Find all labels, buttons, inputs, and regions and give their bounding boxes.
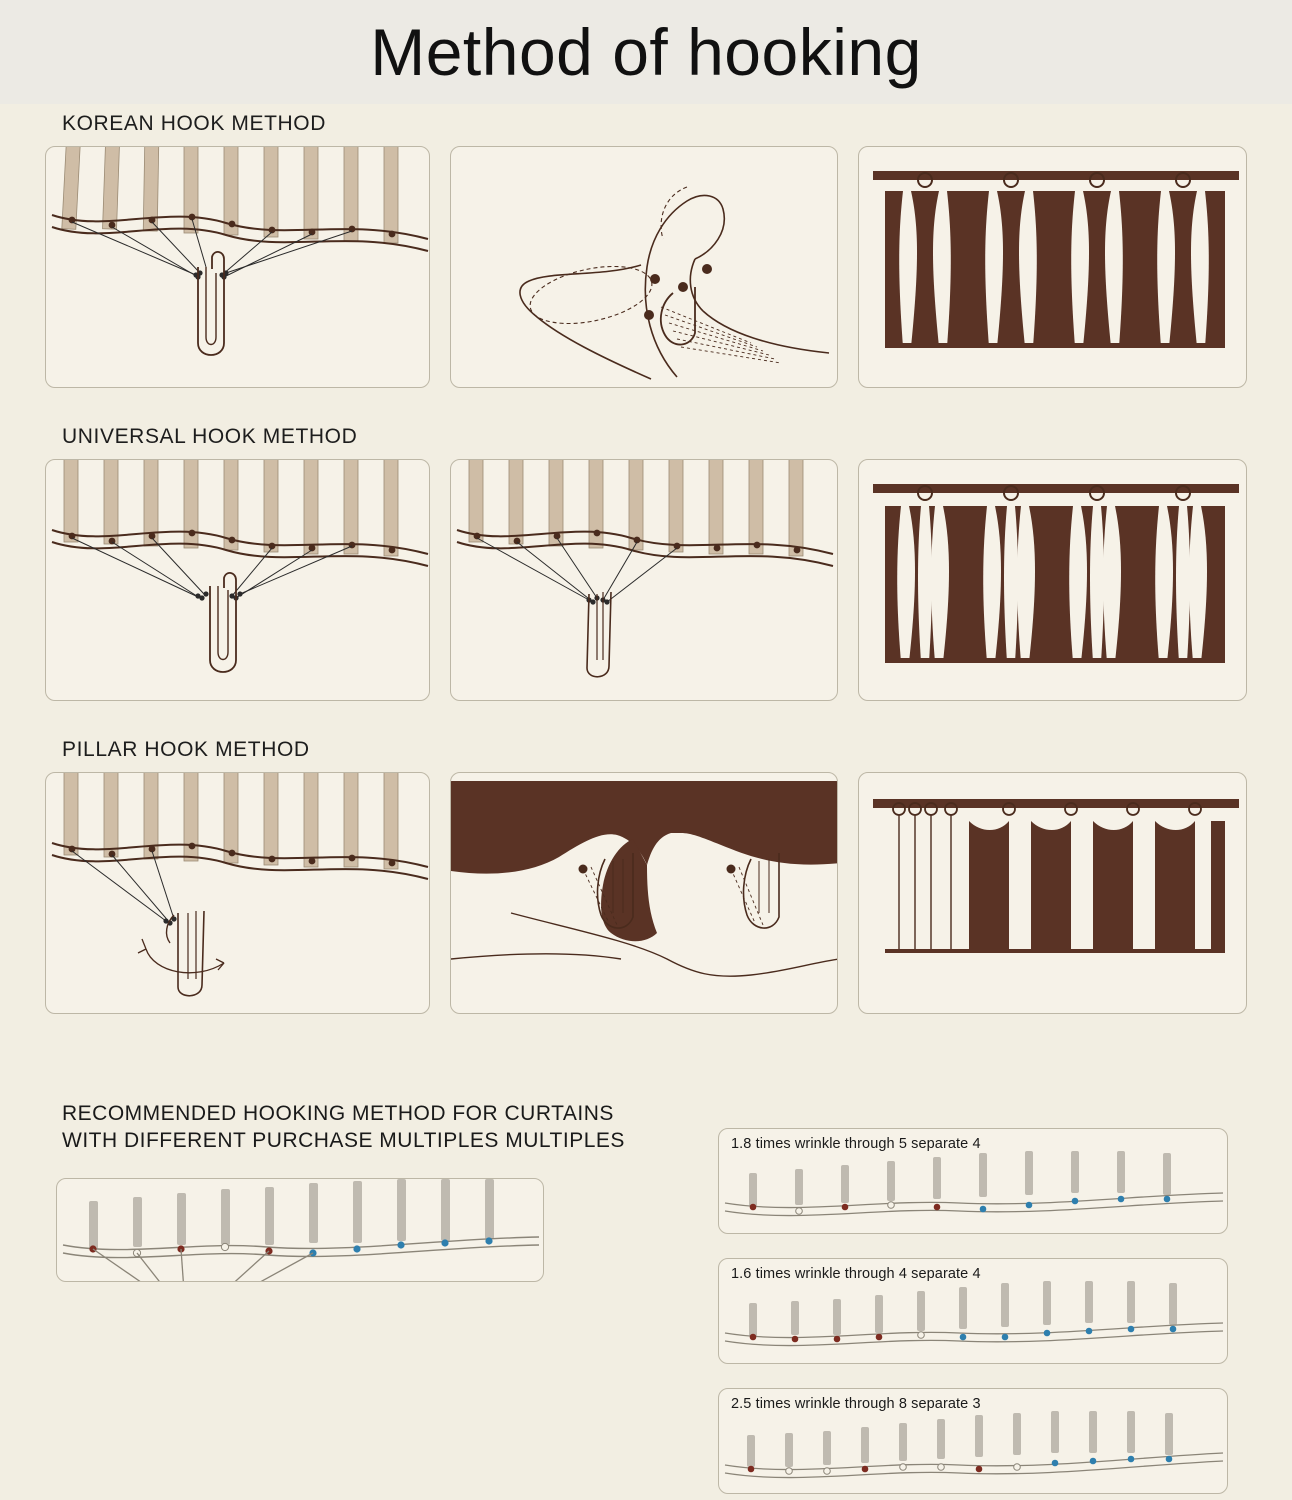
diagram-pillar-curtain [858,772,1247,1014]
korean-tape-illustration [46,147,430,387]
diagram-universal-tape-b [450,459,837,701]
section-pillar [0,738,1292,1014]
recommended-heading-line2: WITH DIFFERENT PURCHASE MULTIPLES MULTIPLES [62,1129,625,1152]
section-korean-heading [0,112,1292,136]
poster-header [0,0,1292,104]
diagram-korean-curtain [858,146,1247,388]
section-universal [0,425,1292,701]
variant-label-3: 2.5 times wrinkle through 8 separate 3 [731,1396,981,1412]
universal-tape-b-illustration [451,460,837,700]
recommended-heading-line1: RECOMMENDED HOOKING METHOD FOR CURTAINS [62,1102,614,1125]
section-universal-panels [0,449,1292,701]
diagram-pillar-tape [45,772,430,1014]
recommended-main-hook [57,1265,543,1282]
section-pillar-panels [0,762,1292,1014]
section-title: PILLAR HOOK METHOD [62,738,310,761]
page-title: Method of hooking [370,15,922,89]
section-title: KOREAN HOOK METHOD [62,112,326,135]
variant-panel-2 [718,1258,1228,1364]
variant-panel-1 [718,1128,1228,1234]
universal-curtain-illustration [859,460,1247,700]
pillar-curtain-illustration [859,773,1247,1013]
section-universal-heading [0,425,1292,449]
diagram-recommended-main [56,1178,544,1282]
diagram-pillar-closeup [450,772,837,1014]
pillar-tape-illustration [46,773,430,1013]
section-pillar-heading [0,738,1292,762]
section-title: UNIVERSAL HOOK METHOD [62,425,358,448]
section-korean-panels [0,136,1292,388]
universal-tape-a-illustration [46,460,430,700]
korean-curtain-illustration [859,147,1247,387]
diagram-universal-tape-a [45,459,430,701]
korean-closeup-illustration [451,147,837,387]
section-korean [0,112,1292,388]
variant-label-2: 1.6 times wrinkle through 4 separate 4 [731,1266,981,1282]
diagram-universal-curtain [858,459,1247,701]
pillar-closeup-illustration [451,773,837,1013]
variant-label-1: 1.8 times wrinkle through 5 separate 4 [731,1136,981,1152]
diagram-korean-closeup [450,146,837,388]
variant-panel-3 [718,1388,1228,1494]
recommended-heading [62,1100,762,1154]
diagram-korean-tape [45,146,430,388]
